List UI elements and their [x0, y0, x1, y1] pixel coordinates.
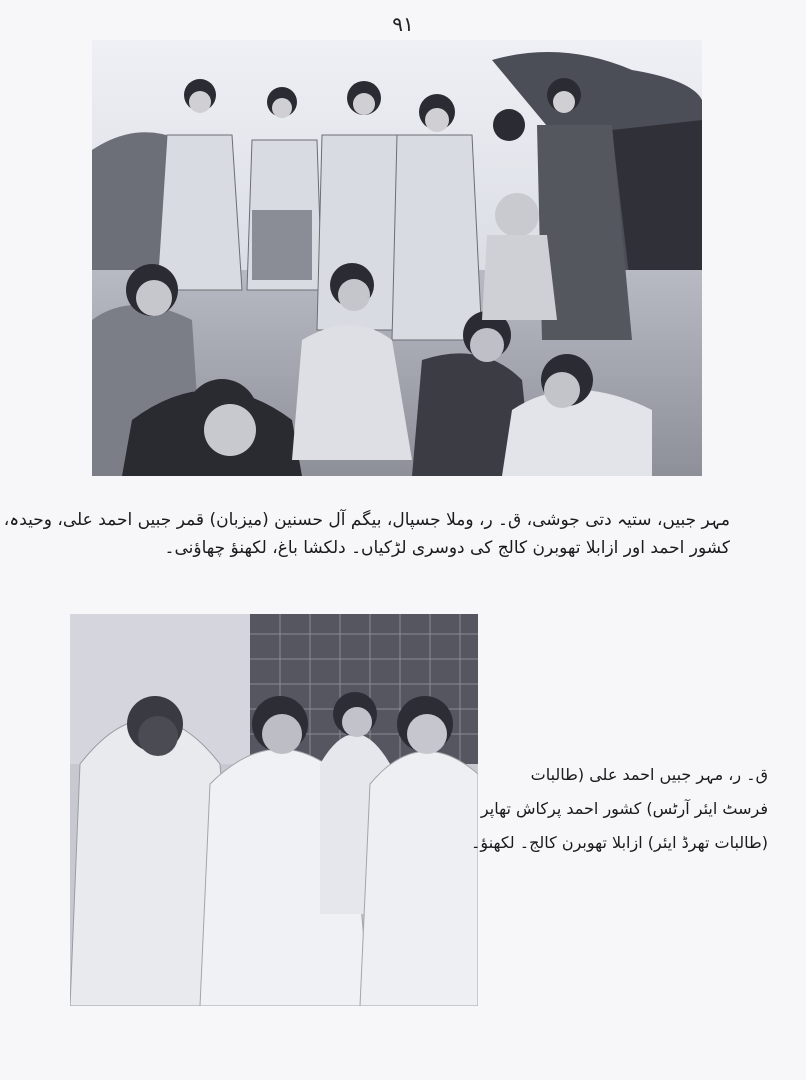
- group-photo-seated-icon: [70, 614, 478, 1006]
- caption-line: مہر جبیں، ستیہ دتی جوشی، ق۔ ر، وملا جسپال، بیگم آل حسنین (میزبان) قمر جبیں احمد علی، وحیدہ،: [3, 510, 730, 530]
- caption-line: (طالبات تھرڈ ایئر) ازابلا تھوبرن کالج۔ لکھنؤ۔: [471, 833, 768, 852]
- photo-caption-side: [471, 758, 768, 860]
- group-photo-seated: [70, 614, 478, 1006]
- group-photo-garden-icon: [92, 40, 702, 476]
- group-photo-garden: [92, 40, 702, 476]
- caption-line: ق۔ ر، مہر جبیں احمد علی (طالبات: [530, 765, 768, 784]
- photo-caption-top: [3, 506, 730, 562]
- page-number: ۹۱: [392, 12, 414, 36]
- caption-line: فرسٹ ایئر آرٹس) کشور احمد پرکاش تھاپر: [480, 799, 768, 818]
- caption-line: کشور احمد اور ازابلا تھوبرن کالج کی دوسری لڑکیاں۔ دلکشا باغ، لکھنؤ چھاؤنی۔: [164, 538, 730, 558]
